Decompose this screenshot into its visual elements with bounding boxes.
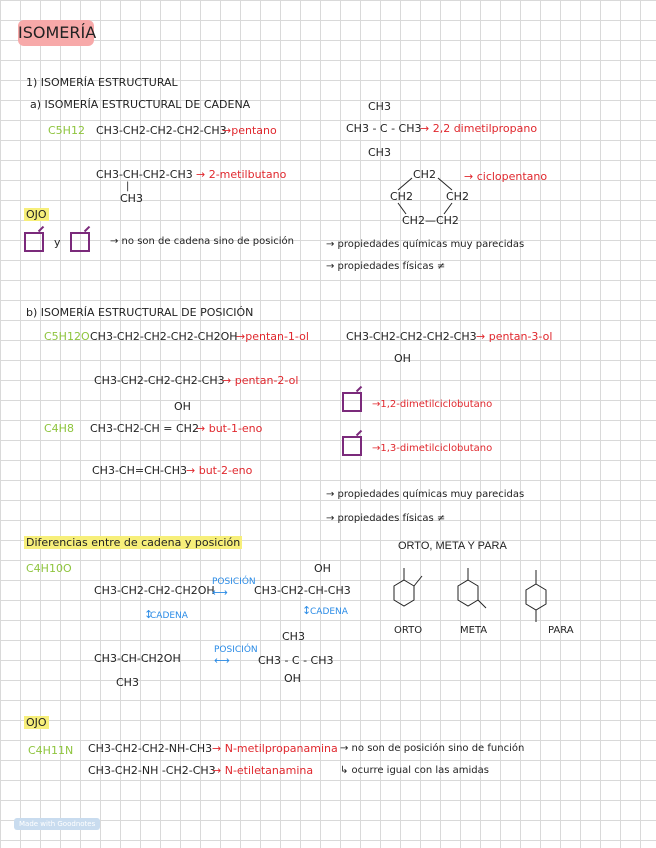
section-heading-estructural: 1) ISOMERÍA ESTRUCTURAL (26, 76, 178, 89)
posicion-label-1: POSICIÓN (212, 577, 256, 587)
y-label: y (54, 236, 61, 249)
butan2ol-structure: CH3-CH2-CH-CH3 (254, 584, 351, 597)
dimetilpropano-name: → 2,2 dimetilpropano (420, 122, 538, 135)
pentan3ol-name: → pentan-3-ol (476, 330, 553, 343)
subheading-cadena: a) ISOMERÍA ESTRUCTURAL DE CADENA (30, 98, 251, 111)
double-arrow-icon: ⟷ (214, 654, 230, 667)
para-label: PARA (548, 625, 574, 636)
page-title: ISOMERÍA (18, 20, 94, 46)
prop-fisicas-1: → propiedades físicas ≠ (326, 261, 446, 272)
ojo-label-1: OJO (26, 208, 47, 221)
prop-quimicas-2: → propiedades químicas muy parecidas (326, 489, 525, 500)
prop-quimicas-1: → propiedades químicas muy parecidas (326, 239, 525, 250)
posicion-label-2: POSICIÓN (214, 645, 258, 655)
goodnotes-watermark: Made with Goodnotes (14, 818, 100, 830)
dimetil13-name: →1,3-dimetilciclobutano (372, 443, 493, 454)
para-ring-icon (526, 584, 546, 610)
omp-heading: ORTO, META Y PARA (398, 540, 507, 552)
vertical-arrow-icon: ↕ (302, 604, 312, 617)
pentan1ol-name: →pentan-1-ol (236, 330, 309, 343)
double-arrow-icon: ⟷ (212, 586, 228, 599)
pentano-structure: CH3-CH2-CH2-CH2-CH3 (96, 124, 227, 137)
subheading-posicion: b) ISOMERÍA ESTRUCTURAL DE POSICIÓN (26, 306, 254, 319)
ciclopentano-bottom: CH2—CH2 (402, 214, 459, 227)
ciclopentano-top: CH2 (413, 168, 436, 181)
dimetilpropano-middle: CH3 - C - CH3 (346, 122, 422, 135)
ciclopentano-name: → ciclopentano (464, 170, 548, 183)
formula-c4h11n: C4H11N (28, 744, 74, 757)
but2eno-structure: CH3-CH=CH-CH3 (92, 464, 187, 477)
pentan2ol-structure: CH3-CH2-CH2-CH2-CH3 (94, 374, 225, 387)
diferencias-heading: Diferencias entre de cadena y posición (26, 536, 241, 549)
amine2-structure: CH3-CH2-NH -CH2-CH3 (88, 764, 216, 777)
dimetil12-name: →1,2-dimetilciclobutano (372, 399, 493, 410)
pentan2ol-name: → pentan-2-ol (222, 374, 299, 387)
formula-c4h10o: C4H10O (26, 562, 72, 575)
dimetilpropano-bottom: CH3 (368, 146, 391, 159)
butan2ol-oh: OH (314, 562, 331, 575)
pentan3ol-structure: CH3-CH2-CH2-CH2-CH3 (346, 330, 477, 343)
pentan3ol-oh: OH (394, 352, 411, 365)
formula-c4h8: C4H8 (44, 422, 74, 435)
cadena-label-2: CADENA (310, 607, 348, 617)
meta-ring-icon (458, 580, 478, 606)
orto-ring-icon (394, 580, 414, 606)
ojo-label-2: OJO (26, 716, 47, 729)
dimetilpropano-top: CH3 (368, 100, 391, 113)
amine-note-1: → no son de posición sino de función (340, 743, 525, 754)
metilpropanol-branch: CH3 (116, 676, 139, 689)
but1eno-structure: CH3-CH2-CH = CH2 (90, 422, 199, 435)
metilpropanol-structure: CH3-CH-CH2OH (94, 652, 181, 665)
prop-fisicas-2: → propiedades físicas ≠ (326, 513, 446, 524)
metilbutano-name: → 2-metilbutano (196, 168, 287, 181)
formula-c5h12: C5H12 (48, 124, 85, 137)
meta-label: META (460, 625, 488, 636)
amine-note-2: ↳ ocurre igual con las amidas (340, 765, 489, 776)
butanol-structure: CH3-CH2-CH2-CH2OH (94, 584, 215, 597)
tertbutanol-top: CH3 (282, 630, 305, 643)
amine1-structure: CH3-CH2-CH2-NH-CH3 (88, 742, 213, 755)
metilbutano-structure: CH3-CH-CH2-CH3 (96, 168, 193, 181)
tertbutanol-middle: CH3 - C - CH3 (258, 654, 334, 667)
orto-label: ORTO (394, 625, 423, 636)
pentan2ol-oh: OH (174, 400, 191, 413)
metilbutano-branch: CH3 (120, 192, 143, 205)
but1eno-name: → but-1-eno (196, 422, 263, 435)
amine1-name: → N-metilpropanamina (212, 742, 338, 755)
but2eno-name: → but-2-eno (186, 464, 253, 477)
cadena-label-1: CADENA (150, 611, 188, 621)
pentano-name: →pentano (222, 124, 277, 137)
ring-note: → no son de cadena sino de posición (110, 236, 294, 247)
ciclopentano-left: CH2 (390, 190, 413, 203)
formula-c5h12o: C5H12O (44, 330, 90, 343)
amine2-name: → N-etiletanamina (212, 764, 314, 777)
pentan1ol-structure: CH3-CH2-CH2-CH2-CH2OH (90, 330, 238, 343)
tertbutanol-bottom: OH (284, 672, 301, 685)
ciclopentano-right: CH2 (446, 190, 469, 203)
vertical-arrow-icon: ↕ (144, 608, 154, 621)
